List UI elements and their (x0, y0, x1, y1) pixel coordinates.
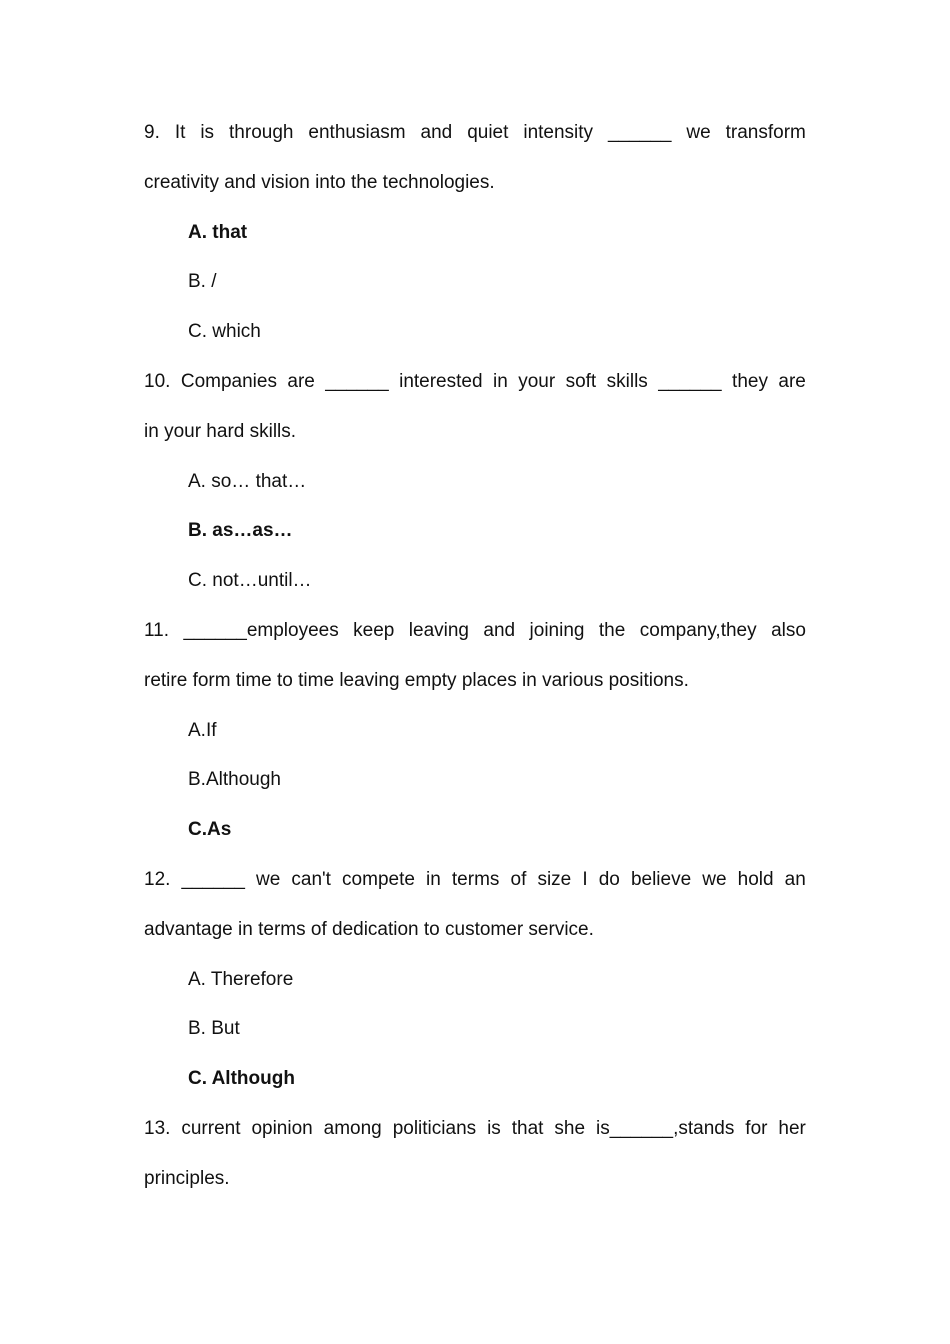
blank: ______ (325, 370, 389, 392)
question-12-line-1 (144, 855, 806, 905)
word: your (518, 370, 556, 392)
blank: ______ (658, 370, 722, 392)
word: transform (725, 122, 806, 143)
question-9-option-a: A. that (188, 221, 248, 243)
word: 10. (144, 370, 171, 392)
question-12-option-c: C. Although (188, 1068, 295, 1090)
word: we (702, 868, 727, 890)
word: for (745, 1117, 768, 1139)
word: are (287, 370, 315, 392)
word: terms (451, 868, 500, 890)
word: an (784, 868, 806, 890)
question-11-option-b: B.Although (188, 769, 281, 791)
word: through (229, 122, 294, 143)
word: enthusiasm (308, 122, 406, 143)
word: I (582, 868, 588, 890)
word: that (511, 1117, 544, 1139)
word: 11. (144, 619, 170, 641)
word: the (598, 619, 626, 641)
question-10-line-1 (144, 357, 806, 407)
word: compete (342, 868, 415, 890)
word: is (487, 1117, 501, 1139)
word: is______,stands (595, 1117, 735, 1139)
word: interested (399, 370, 483, 392)
word: believe (630, 868, 692, 890)
word: quiet (467, 122, 509, 143)
word: 12. (144, 868, 171, 890)
question-13-line-2: principles. (144, 1167, 230, 1189)
word: in (426, 868, 441, 890)
word: soft (565, 370, 597, 392)
word: joining (529, 619, 585, 641)
word: also (771, 619, 806, 641)
word: and (420, 122, 453, 143)
word: leaving (408, 619, 469, 641)
question-12-line-2: advantage in terms of dedication to customer service. (144, 918, 594, 940)
question-10-option-a: A. so… that… (188, 470, 307, 492)
word: are (778, 370, 806, 392)
question-9-option-b: B. / (188, 271, 217, 293)
word: can't (291, 868, 331, 890)
word: we (256, 868, 281, 890)
word: is (200, 122, 215, 143)
word: of (510, 868, 527, 890)
word: they (732, 370, 768, 392)
word: and (483, 619, 516, 641)
word: hold (737, 868, 774, 890)
question-11-option-c: C.As (188, 819, 232, 841)
word: in (492, 370, 508, 392)
blank: ______ (608, 122, 672, 143)
word: her (778, 1117, 806, 1139)
word: among (323, 1117, 382, 1139)
word: do (598, 868, 620, 890)
document-page (144, 108, 806, 1204)
word: we (686, 122, 711, 143)
question-10-option-b: B. as…as… (188, 520, 293, 542)
question-11-option-a: A.If (188, 719, 217, 741)
word: ______employees (183, 619, 339, 641)
word: 9. (144, 122, 160, 143)
word: company,they (639, 619, 757, 641)
word: she (554, 1117, 586, 1139)
word: It (174, 122, 186, 143)
word: keep (353, 619, 395, 641)
question-12-option-a: A. Therefore (188, 968, 294, 990)
word: politicians (392, 1117, 477, 1139)
question-11-line-2: retire form time to time leaving empty places in various positions. (144, 669, 689, 691)
blank: ______ (181, 868, 245, 890)
question-9-line-2: creativity and vision into the technologies. (144, 171, 495, 193)
question-13-line-1 (144, 1104, 806, 1154)
word: skills (606, 370, 648, 392)
word: current (181, 1117, 241, 1139)
word: Companies (180, 370, 277, 392)
question-9-line-1 (144, 108, 806, 158)
question-12-option-b: B. But (188, 1018, 240, 1040)
word: intensity (523, 122, 594, 143)
word: 13. (144, 1117, 171, 1139)
question-10-option-c: C. not…until… (188, 570, 312, 592)
question-9-option-c: C. which (188, 321, 261, 343)
word: size (537, 868, 572, 890)
question-10-line-2: in your hard skills. (144, 420, 297, 442)
word: opinion (251, 1117, 313, 1139)
question-11-line-1 (144, 606, 806, 656)
